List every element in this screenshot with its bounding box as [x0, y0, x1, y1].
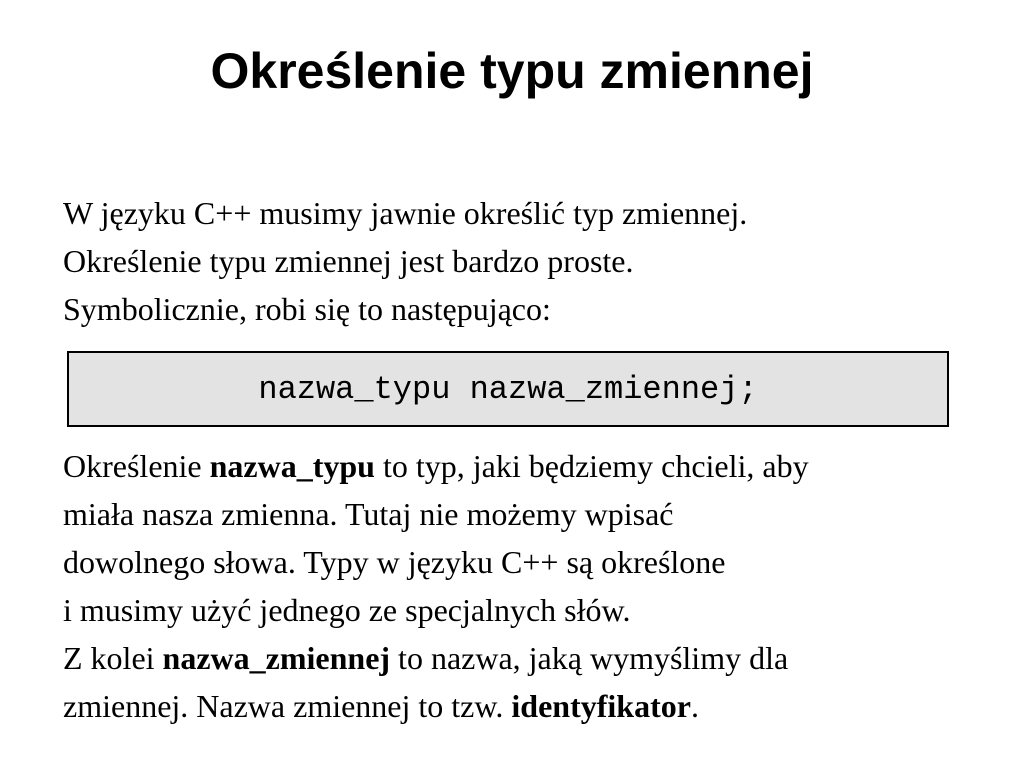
explain-line-3: dowolnego słowa. Typy w języku C++ są określone: [63, 544, 726, 580]
keyword-nazwa-typu: nazwa_typu: [209, 448, 375, 484]
explain-line-6: [63, 682, 1003, 730]
explain-line-6-text-b: .: [690, 688, 699, 724]
explain-line-1-text-a: Określenie: [63, 448, 210, 484]
explain-line-1-text-b: to typ, jaki będziemy chcieli, aby: [374, 448, 809, 484]
code-box: [67, 351, 949, 427]
explain-line-6-text-a: zmiennej. Nazwa zmiennej to tzw.: [63, 688, 512, 724]
explain-line-1: [63, 442, 1003, 490]
keyword-identyfikator: identyfikator: [511, 688, 691, 724]
explain-line-5-text-a: Z kolei: [63, 640, 163, 676]
explain-line-5: [63, 634, 1003, 682]
intro-line-2: Określenie typu zmiennej jest bardzo proste.: [63, 243, 634, 279]
explain-line-5-text-b: to nazwa, jaką wymyślimy dla: [390, 640, 789, 676]
explain-line-2: miała nasza zmienna. Tutaj nie możemy wpisać: [63, 496, 674, 532]
explanation-paragraph: [63, 442, 1003, 730]
slide-title: Określenie typu zmiennej: [210, 43, 814, 99]
intro-paragraph: [63, 189, 1003, 333]
intro-line-3: Symbolicznie, robi się to następująco:: [63, 291, 551, 327]
intro-line-1: W języku C++ musimy jawnie określić typ zmiennej.: [63, 195, 748, 231]
code-text: nazwa_typu nazwa_zmiennej;: [258, 370, 758, 408]
keyword-nazwa-zmiennej: nazwa_zmiennej: [162, 640, 391, 676]
explain-line-4: i musimy użyć jednego ze specjalnych słów.: [63, 592, 631, 628]
